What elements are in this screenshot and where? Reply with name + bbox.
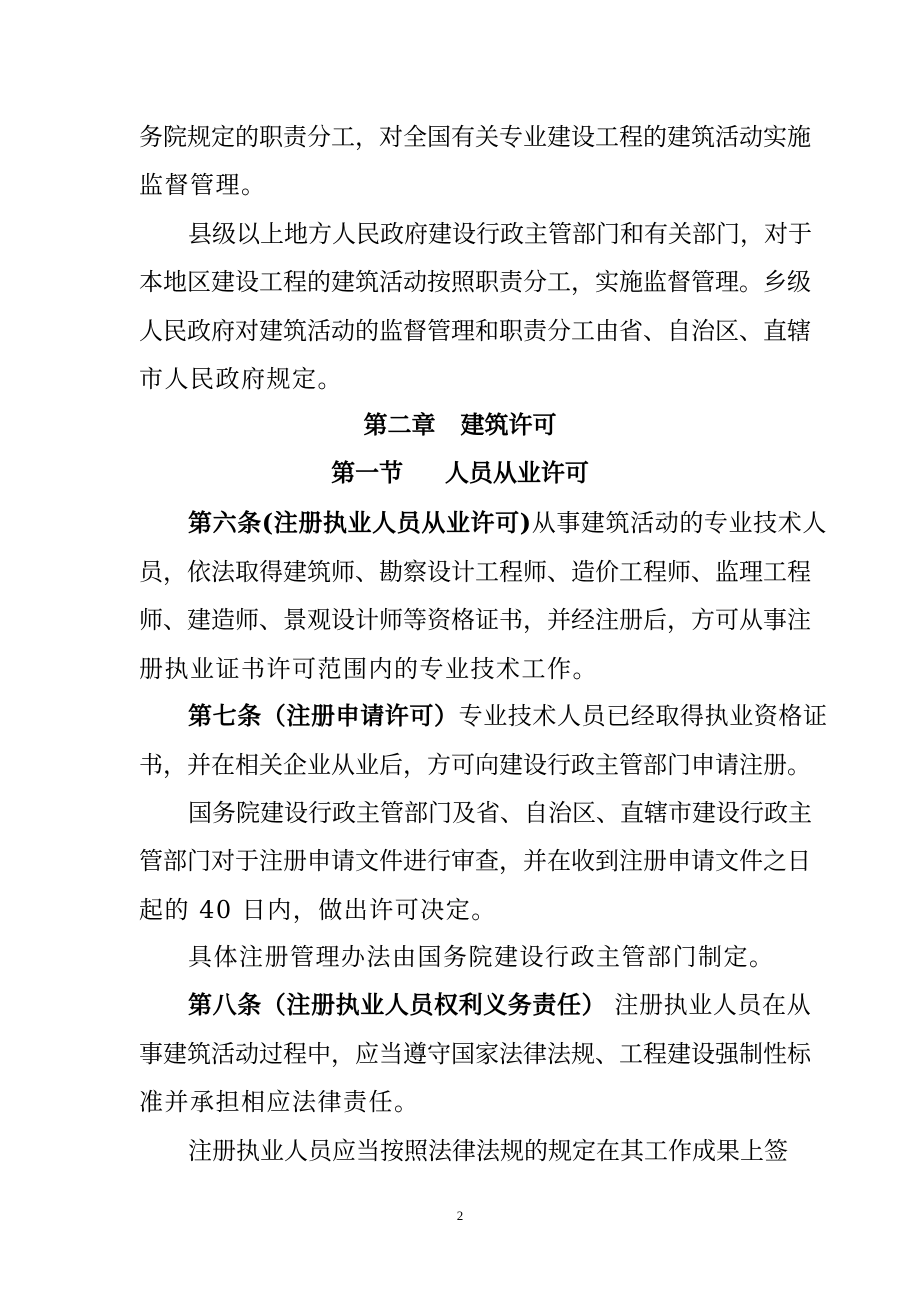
paragraph-line: 注册执业人员应当按照法律法规的规定在其工作成果上签 [188, 1137, 788, 1165]
paragraph-line: 师、建造师、景观设计师等资格证书，并经注册后，方可从事注 [139, 606, 811, 634]
paragraph-line: 本地区建设工程的建筑活动按照职责分工，实施监督管理。乡级 [139, 268, 811, 296]
chapter-heading [0, 409, 920, 441]
page-number: 2 [456, 1208, 464, 1223]
paragraph-line: 市人民政府规定。 [139, 365, 343, 393]
section-heading [0, 457, 920, 489]
chapter-name: 建筑许可 [460, 410, 557, 439]
paragraph-line: 书，并在相关企业从业后，方可向建设行政主管部门申请注册。 [139, 751, 811, 779]
paragraph-line: 监督管理。 [139, 171, 267, 199]
article-7-line-1: 第七条（注册申请许可）专业技术人员已经取得执业资格证 [188, 701, 828, 730]
paragraph-line: 具体注册管理办法由国务院建设行政主管部门制定。 [188, 943, 775, 971]
paragraph-line: 册执业证书许可范围内的专业技术工作。 [139, 655, 598, 683]
paragraph-line: 务院规定的职责分工，对全国有关专业建设工程的建筑活动实施 [139, 123, 811, 151]
article-8-line-1: 第八条（注册执业人员权利义务责任） 注册执业人员在从 [188, 990, 812, 1019]
paragraph-line: 准并承担相应法律责任。 [139, 1088, 420, 1116]
paragraph-line: 起的 40 日内，做出许可决定。 [139, 896, 497, 924]
paragraph-line: 员，依法取得建筑师、勘察设计工程师、造价工程师、监理工程 [139, 558, 811, 586]
paragraph-line: 县级以上地方人民政府建设行政主管部门和有关部门，对于 [188, 220, 812, 248]
article-8-heading: 第八条（注册执业人员权利义务责任） [188, 990, 607, 1019]
section-title: 第一节 [331, 458, 404, 487]
chapter-title: 第二章 [363, 410, 436, 439]
article-7-heading: 第七条（注册申请许可） [188, 701, 459, 730]
section-name: 人员从业许可 [444, 458, 589, 487]
paragraph-line: 人民政府对建筑活动的监督管理和职责分工由省、自治区、直辖 [139, 317, 811, 345]
article-6-line-1: 第六条(注册执业人员从业许可)从事建筑活动的专业技术人 [188, 508, 827, 537]
article-6-heading: 第六条(注册执业人员从业许可) [188, 508, 532, 537]
paragraph-line: 国务院建设行政主管部门及省、自治区、直辖市建设行政主 [188, 799, 812, 827]
paragraph-line: 管部门对于注册申请文件进行审查，并在收到注册申请文件之日 [139, 847, 811, 875]
paragraph-line: 事建筑活动过程中，应当遵守国家法律法规、工程建设强制性标 [139, 1040, 811, 1068]
